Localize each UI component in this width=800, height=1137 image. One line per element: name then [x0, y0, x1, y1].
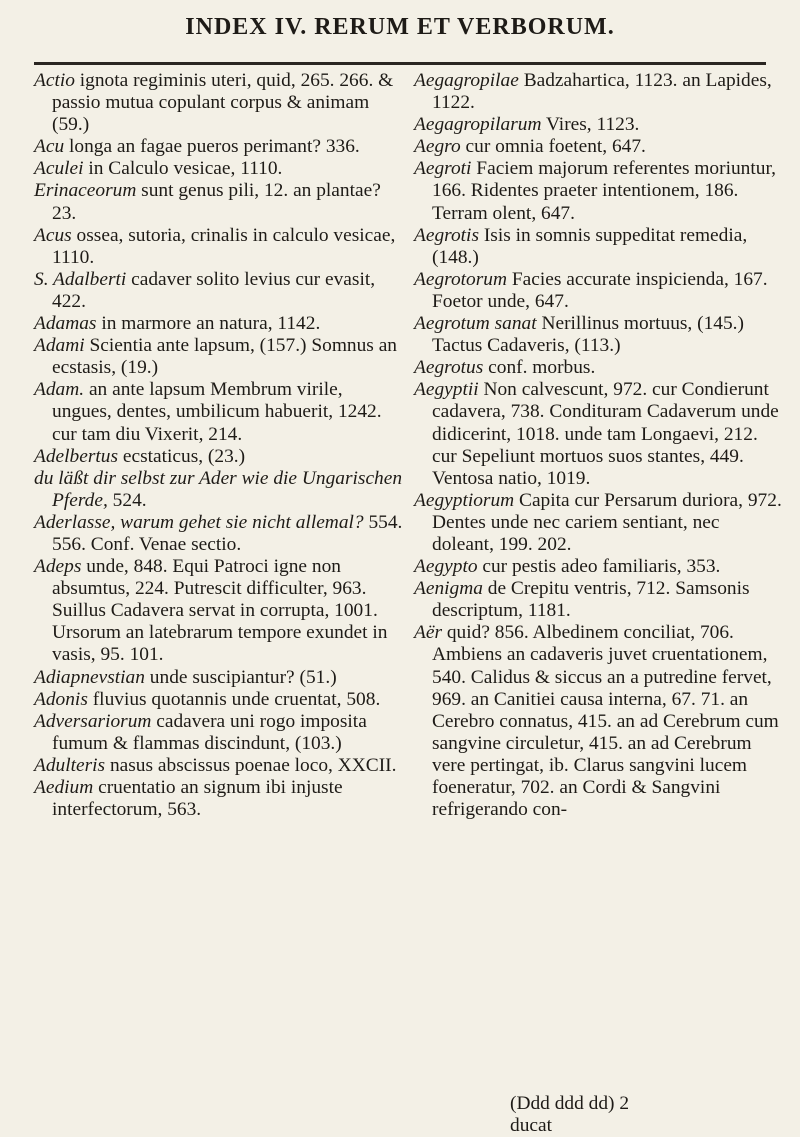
entry-headword: Adelbertus [34, 445, 119, 467]
index-entry [414, 379, 786, 489]
index-entry [414, 490, 786, 556]
index-entry [34, 269, 406, 313]
index-entry [414, 578, 786, 622]
entry-text: ignota regiminis uteri, quid, 265. 266. & passio mutua copulant corpus & animam (59.) [52, 70, 394, 136]
index-entry [34, 689, 406, 711]
entry-text: quid? 856. Albedinem conciliat, 706. Ambiens an cadaveris juvet cruentationem, 540. Calidus & siccus an a putredine fervet, 969. an Canitiei causa interna, 67. 71. an Cerebro connatus, 415. an ad Cerebrum cum sangvine circuletur, 415. an ad Cerebrum vere pertingat, ib. Clarus sangvini lucem foeneratur, 702. an Cordi & Sangvini refrigerando con- [432, 622, 779, 821]
entry-headword: Adeps [34, 556, 82, 578]
entry-headword: Aegyptii [414, 379, 479, 401]
entry-headword: Aegrotus [414, 357, 484, 379]
entry-text: cruentatio an signum ibi injuste interfectorum, 563. [52, 777, 343, 821]
index-entry [34, 313, 406, 335]
entry-text: cur omnia foetent, 647. [460, 136, 646, 158]
entry-headword: S. Adalberti [34, 268, 127, 290]
entry-headword: Aegypto [414, 556, 478, 578]
entry-headword: Erinaceorum [34, 180, 137, 202]
entry-headword: Aër [414, 622, 442, 644]
entry-headword: Aegyptiorum [414, 489, 515, 511]
entry-text: unde, 848. Equi Patroci igne non absumtus, 224. Putrescit difficulter, 963. Suillus Cadavera servat in corrupta, 1001. Ursorum an latebrarum tempore exundet in vasis, 95. 101. [52, 556, 388, 666]
index-entry [34, 379, 406, 445]
index-entry [34, 70, 406, 136]
entry-headword: Aegrotis [414, 224, 479, 246]
entry-headword: Aedium [34, 777, 94, 798]
index-entry [414, 622, 786, 821]
entry-headword: Aegrotum sanat [414, 313, 537, 335]
entry-text: 524. [107, 489, 147, 511]
entry-headword: Acus [34, 224, 72, 246]
entry-text: cadaver solito levius cur evasit, 422. [52, 268, 376, 312]
index-entry [34, 711, 406, 755]
entry-headword: Aegagropilarum [414, 114, 542, 136]
header-rule [34, 62, 766, 65]
entry-headword: Adulteris [34, 754, 106, 776]
entry-headword: Aegroti [414, 158, 472, 180]
entry-headword: Aegro [414, 136, 461, 158]
index-entry [414, 269, 786, 313]
entry-text: in Calculo vesicae, 1110. [83, 158, 283, 180]
entry-text: longa an fagae pueros perimant? 336. [64, 136, 360, 158]
index-entry [414, 136, 786, 158]
index-entry [414, 357, 786, 379]
entry-headword: Adami [34, 335, 85, 357]
page-footer [510, 1093, 800, 1137]
entry-text: ecstaticus, (23.) [118, 445, 246, 467]
entry-headword: Acu [34, 136, 65, 158]
entry-text: Capita cur Persarum duriora, 972. Dentes unde nec cariem sentiant, nec doleant, 199. 202. [432, 489, 782, 555]
entry-text: Isis in somnis suppeditat remedia, (148.) [432, 224, 748, 268]
entry-headword: Actio [34, 70, 75, 91]
entry-text: cadavera uni rogo imposita fumum & flammas discindunt, (103.) [52, 710, 367, 754]
index-entry [34, 136, 406, 158]
entry-headword: du läßt dir selbst zur Ader wie die Ungarischen Pferde, [34, 467, 403, 511]
index-entry [414, 70, 786, 114]
index-entry [34, 335, 406, 379]
entry-text: de Crepitu ventris, 712. Samsonis descriptum, 1181. [432, 578, 750, 622]
index-entry [34, 777, 406, 821]
entry-text: nasus abscissus poenae loco, XXCII. [105, 754, 397, 776]
page-header: INDEX IV. RERUM ET VERBORUM. [185, 14, 615, 40]
entry-text: cur pestis adeo familiaris, 353. [477, 556, 721, 578]
entry-text: 554. 556. Conf. Venae sectio. [52, 511, 403, 555]
entry-text: conf. morbus. [483, 357, 596, 379]
entry-text: sunt genus pili, 12. an plantae? 23. [52, 180, 381, 224]
entry-text: unde suscipiantur? (51.) [144, 666, 337, 688]
entry-headword: Aculei [34, 158, 84, 180]
entry-headword: Adamas [34, 313, 97, 335]
index-entry [414, 114, 786, 136]
index-entry [34, 755, 406, 777]
index-entry [34, 556, 406, 666]
right-column [414, 70, 786, 821]
entry-text: Vires, 1123. [541, 114, 640, 136]
index-entry [414, 313, 786, 357]
index-entry [414, 556, 786, 578]
signature-mark: (Ddd ddd dd) 2 [510, 1093, 630, 1114]
entry-text: an ante lapsum Membrum virile, ungues, dentes, umbilicum habuerit, 1242. cur tam diu Vixerit, 214. [52, 379, 382, 445]
entry-text: Scientia ante lapsum, (157.) Somnus an ecstasis, (19.) [52, 335, 397, 379]
catchword: ducat [510, 1115, 552, 1136]
entry-text: ossea, sutoria, crinalis in calculo vesicae, 1110. [52, 224, 396, 268]
entry-headword: Adonis [34, 688, 88, 710]
left-column [34, 70, 406, 821]
index-entry [34, 667, 406, 689]
index-entry [34, 158, 406, 180]
entry-headword: Aderlasse, warum gehet sie nicht allemal? [34, 511, 364, 533]
entry-headword: Adversariorum [34, 710, 152, 732]
entry-text: Facies accurate inspicienda, 167. Foetor unde, 647. [432, 268, 768, 312]
index-entry [34, 225, 406, 269]
entry-text: fluvius quotannis unde cruentat, 508. [87, 688, 381, 710]
entry-headword: Adiapnevstian [34, 666, 145, 688]
index-entry [414, 158, 786, 224]
entry-headword: Aegrotorum [414, 268, 507, 290]
entry-headword: Aenigma [414, 578, 483, 600]
entry-headword: Aegagropilae [414, 70, 519, 91]
entry-text: Non calvescunt, 972. cur Condierunt cadavera, 738. Condituram Cadaverum unde didicerint, 1018. unde tam Longaevi, 212. cur Sepeliunt mortuos suos stantes, 449. Ventosa natio, 1019. [432, 379, 779, 489]
entry-text: in marmore an natura, 1142. [96, 313, 321, 335]
index-entry [34, 468, 406, 512]
index-entry [34, 512, 406, 556]
index-entry [34, 446, 406, 468]
index-entry [34, 180, 406, 224]
entry-text: Faciem majorum referentes moriuntur, 166. Ridentes praeter intentionem, 186. Terram olent, 647. [432, 158, 776, 224]
entry-text: Badzahartica, 1123. an Lapides, 1122. [432, 70, 772, 114]
entry-text: Nerillinus mortuus, (145.) Tactus Cadaveris, (113.) [432, 313, 744, 357]
entry-headword: Adam. [34, 379, 85, 401]
index-entry [414, 225, 786, 269]
